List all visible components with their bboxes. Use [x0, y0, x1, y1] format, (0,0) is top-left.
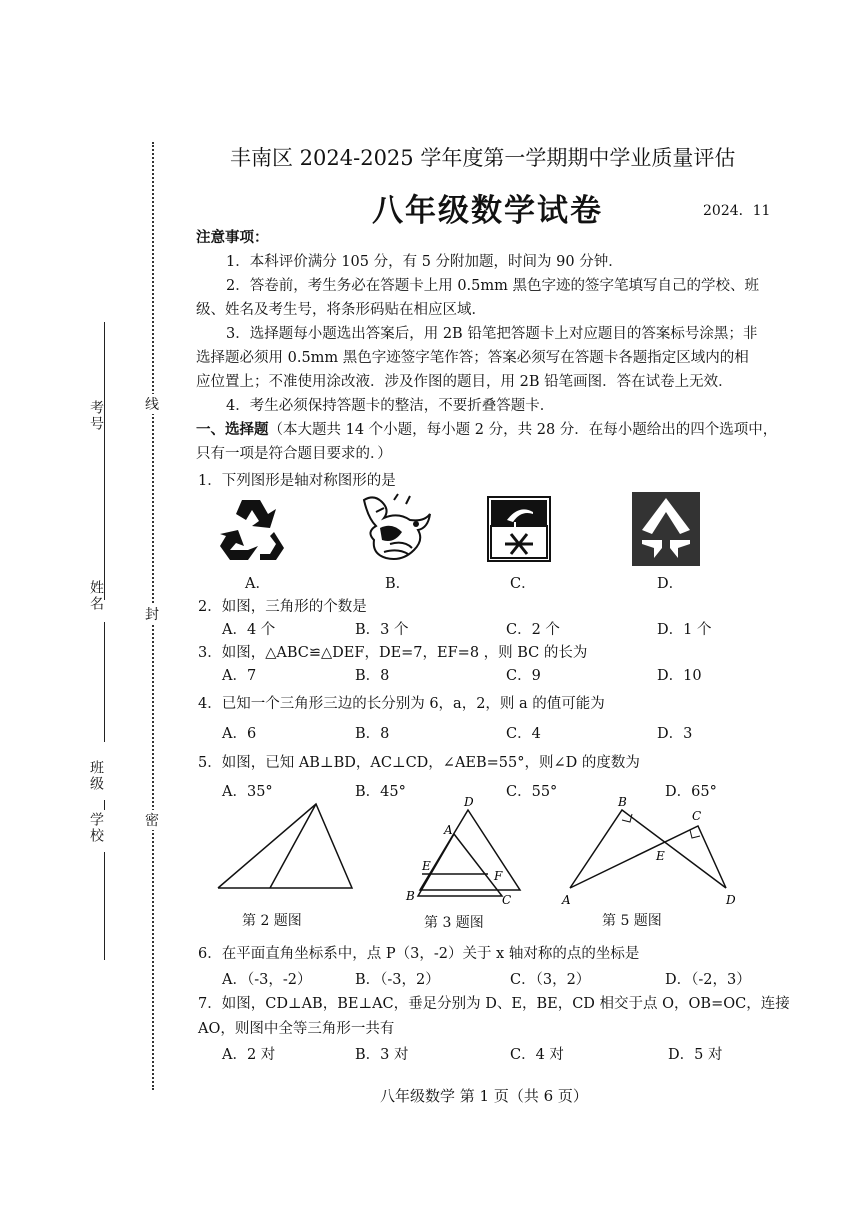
section-heading-rest: （本大题共 14 个小题，每小题 2 分，共 28 分．在每小题给出的四个选项中，	[268, 422, 778, 438]
fig3-label-f: F	[494, 869, 503, 883]
q5-option-a: A．35°	[222, 784, 273, 800]
q3-stem: 3．如图，△ABC≌△DEF，DE=7，EF=8 ，则 BC 的长为	[198, 645, 588, 661]
exam-no-blank	[104, 322, 105, 600]
q6-option-b: B．（-3，2）	[355, 972, 440, 988]
q6-option-a: A．（-3，-2）	[222, 972, 312, 988]
seal-feng-char: 封	[145, 604, 159, 624]
figure-q3-congruent	[398, 796, 528, 904]
notes-heading: 注意事项：	[196, 230, 269, 246]
q7-option-d: D．5 对	[668, 1047, 723, 1063]
q2-option-b: B．3 个	[355, 622, 409, 638]
fig5-caption: 第 5 题图	[602, 913, 662, 929]
q3-option-c: C．9	[506, 668, 541, 684]
q7-option-c: C．4 对	[510, 1047, 564, 1063]
exam-no-label: 考号	[88, 400, 104, 432]
q7-option-b: B．3 对	[355, 1047, 409, 1063]
exam-title: 丰南区 2024-2025 学年度第一学期期中学业质量评估	[230, 146, 736, 170]
q6-stem: 6．在平面直角坐标系中，点 P（3，-2）关于 x 轴对称的点的坐标是	[198, 946, 640, 962]
q7-option-a: A．2 对	[222, 1047, 276, 1063]
fig3-label-a: A	[444, 823, 453, 837]
no-swimming-sign-icon	[487, 496, 551, 562]
q1-option-a: A．	[245, 576, 270, 592]
q1-option-c: C．	[510, 576, 536, 592]
q5-option-d: D．65°	[665, 784, 717, 800]
recycle-icon	[218, 496, 286, 562]
q7-stem: 7．如图，CD⊥AB，BE⊥AC，垂足分别为 D、E，BE，CD 相交于点 O，OB=OC，连接	[198, 996, 790, 1012]
fig5-label-a: A	[562, 893, 571, 907]
note-line: 选择题必须用 0.5mm 黑色字迹签字笔作答；答案必须写在答题卡各题指定区域内的相	[196, 350, 749, 366]
seal-line-char: 线	[145, 394, 159, 414]
q2-stem: 2．如图，三角形的个数是	[198, 599, 367, 615]
q4-option-a: A．6	[222, 726, 257, 742]
name-blank	[104, 622, 105, 742]
school-blank	[104, 852, 105, 960]
fig5-label-c: C	[692, 809, 702, 823]
q5-option-c: C．55°	[506, 784, 558, 800]
bird-sketch-icon	[354, 492, 434, 566]
q7-stem-line2: AO，则图中全等三角形一共有	[198, 1021, 395, 1037]
q6-option-c: C．（3，2）	[510, 972, 591, 988]
note-line: 1．本科评价满分 105 分，有 5 分附加题，时间为 90 分钟．	[226, 254, 623, 270]
section-heading-bold: 一、选择题	[196, 422, 269, 438]
exam-subtitle: 八年级数学试卷	[372, 193, 603, 229]
q3-option-d: D．10	[657, 668, 702, 684]
q4-option-c: C．4	[506, 726, 541, 742]
fig3-label-c: C	[502, 893, 512, 904]
q1-option-b: B．	[385, 576, 411, 592]
page-footer: 八年级数学 第 1 页（共 6 页）	[380, 1087, 588, 1105]
exam-date: 2024．11	[703, 203, 771, 219]
note-line: 4．考生必须保持答题卡的整洁，不要折叠答题卡．	[226, 398, 555, 414]
note-line: 3．选择题每小题选出答案后，用 2B 铅笔把答题卡上对应题目的答案标号涂黑；非	[226, 326, 758, 342]
fig3-label-d: D	[464, 796, 474, 809]
q4-option-b: B．8	[355, 726, 390, 742]
q6-option-d: D．（-2，3）	[665, 972, 751, 988]
section-heading	[196, 418, 777, 439]
q2-option-c: C．2 个	[506, 622, 560, 638]
q5-stem: 5．如图，已知 AB⊥BD，AC⊥CD，∠AEB=55°，则∠D 的度数为	[198, 755, 640, 771]
q2-option-a: A．4 个	[222, 622, 276, 638]
fig5-label-e: E	[656, 849, 665, 863]
fig2-caption: 第 2 题图	[242, 913, 302, 929]
class-label: 班级	[88, 760, 104, 792]
q1-stem: 1．下列图形是轴对称图形的是	[198, 473, 396, 489]
q2-option-d: D．1 个	[657, 622, 712, 638]
q4-option-d: D．3	[657, 726, 693, 742]
fig3-label-e: E	[422, 859, 431, 873]
section-heading-line2: 只有一项是符合题目要求的．）	[196, 446, 392, 462]
fig5-label-b: B	[618, 796, 627, 809]
fig3-label-b: B	[406, 889, 415, 903]
seal-mi-char: 密	[145, 810, 159, 830]
figure-q5-perpendicular	[560, 796, 740, 908]
school-label: 学校	[88, 812, 104, 844]
q1-option-d: D．	[657, 576, 684, 592]
figure-q2-triangles	[212, 800, 360, 894]
q3-option-b: B．8	[355, 668, 390, 684]
q5-option-b: B．45°	[355, 784, 406, 800]
arrow-emblem-icon	[632, 492, 700, 566]
q4-stem: 4．已知一个三角形三边的长分别为 6，a，2，则 a 的值可能为	[198, 696, 605, 712]
note-line: 应位置上；不准使用涂改液．涉及作图的题目，用 2B 铅笔画图．答在试卷上无效．	[196, 374, 733, 390]
class-blank	[104, 800, 105, 810]
q3-option-a: A．7	[222, 668, 257, 684]
name-label: 姓名	[88, 580, 104, 612]
note-line: 2．答卷前，考生务必在答题卡上用 0.5mm 黑色字迹的签字笔填写自己的学校、班	[226, 278, 759, 294]
fig5-label-d: D	[726, 893, 736, 907]
note-line: 级、姓名及考生号，将条形码贴在相应区域．	[196, 302, 486, 318]
fig3-caption: 第 3 题图	[424, 915, 484, 931]
